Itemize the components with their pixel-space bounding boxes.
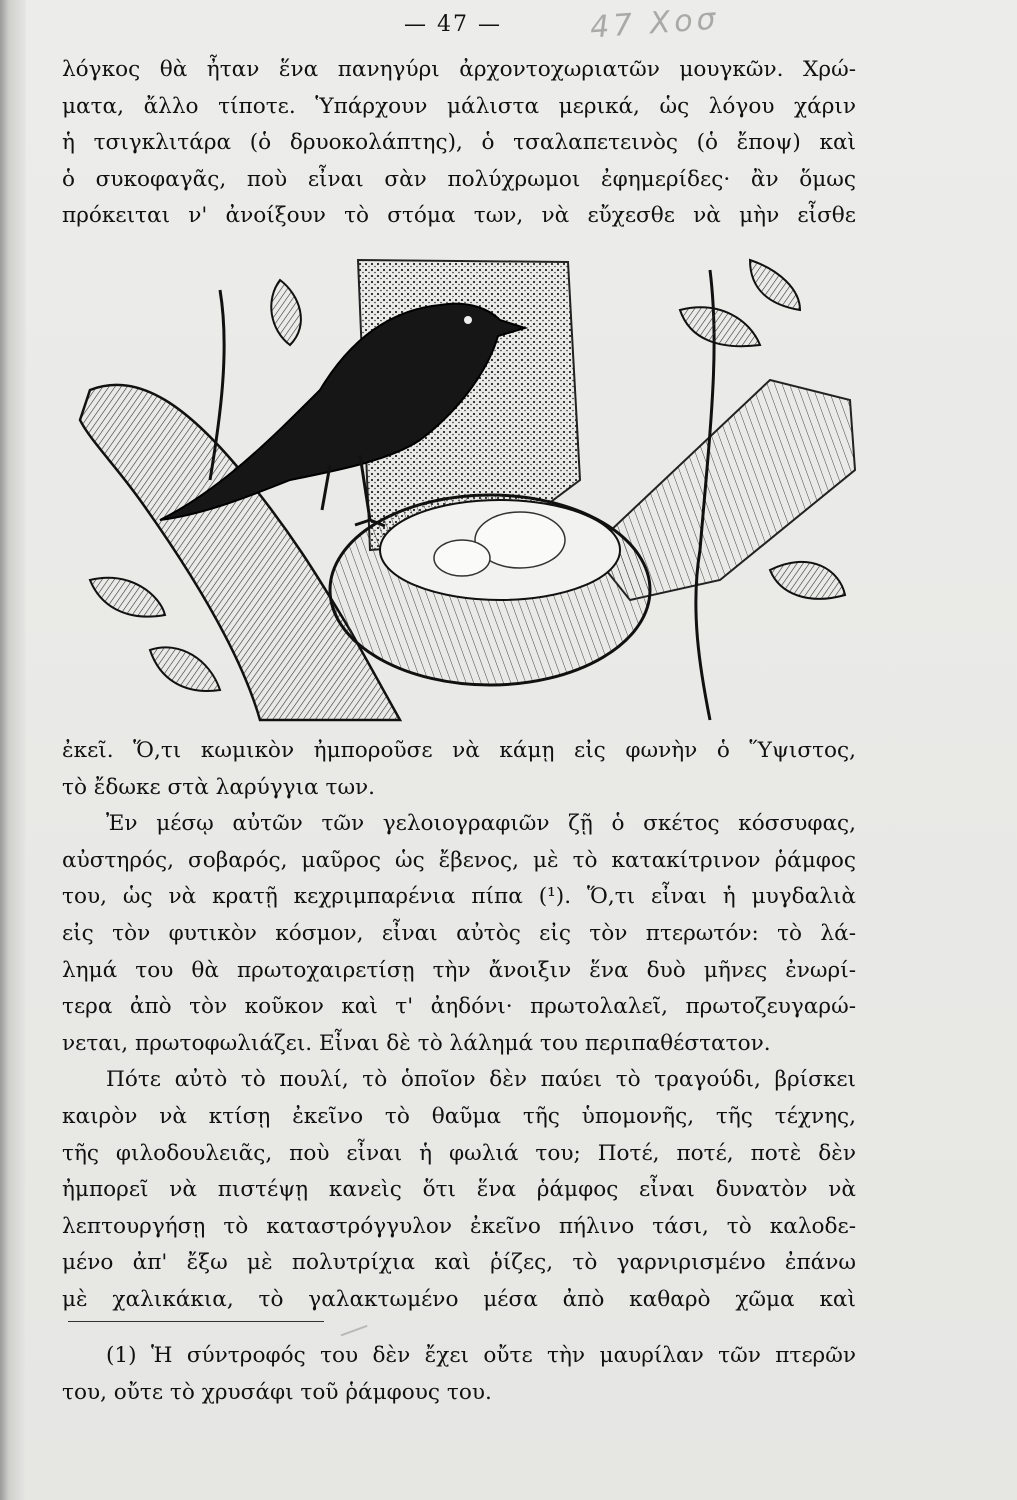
leaf xyxy=(770,562,845,599)
text-line: Πότε αὐτὸ τὸ πουλί, τὸ ὁποῖον δὲν παύει τὸ τραγούδι, βρίσκει xyxy=(106,1067,856,1093)
text-line: αὐστηρός, σοβαρός, μαῦρος ὡς ἔβενος, μὲ τὸ κατακίτρινον ῥάμφος xyxy=(62,847,856,873)
text-line: Ἐν μέσῳ αὐτῶν τῶν γελοιογραφιῶν ζῇ ὁ σκέτος κόσσυφας, xyxy=(106,811,856,837)
text-line: μὲ χαλικάκια, τὸ γαλακτωμένο μέσα ἀπὸ καθαρὸ χῶμα καὶ xyxy=(62,1286,856,1312)
bird-eye xyxy=(464,316,472,324)
page-number: — 47 — xyxy=(404,12,502,37)
text-line: λόγκος θὰ ἦταν ἕνα πανηγύρι ἀρχοντοχωριατῶν μουγκῶν. Χρώ- xyxy=(62,57,856,82)
paragraph-bottom xyxy=(62,733,856,1319)
footnote xyxy=(62,1338,856,1411)
leaf xyxy=(150,647,220,691)
text-line: καιρὸν νὰ κτίσῃ ἐκεῖνο τὸ θαῦμα τῆς ὑπομονῆς, τῆς τέχνης, xyxy=(62,1103,856,1129)
text-line: ἡ τσιγκλιτάρα (ὁ δρυοκολάπτης), ὁ τσαλαπετεινὸς (ὁ ἔποψ) καὶ xyxy=(62,130,856,156)
text-line: τῆς φιλοδουλειᾶς, ποὺ εἶναι ἡ φωλιά του; Ποτέ, ποτέ, ποτὲ δὲν xyxy=(62,1140,856,1166)
text-line: του, ὡς νὰ κρατῇ κεχριμπαρένια πίπα (¹). Ὅ,τι εἶναι ἡ μυγδαλιὰ xyxy=(62,884,856,910)
text-line: ματα, ἄλλο τίποτε. Ὑπάρχουν μάλιστα μερικά, ὡς λόγου χάριν xyxy=(62,93,856,119)
text-line: πρόκειται ν' ἀνοίξουν τὸ στόμα των, νὰ εὔχεσθε νὰ μὴν εἶσθε xyxy=(62,203,856,229)
leaf xyxy=(90,578,165,617)
handwritten-note: 47 Χοσ xyxy=(588,1,721,46)
text-line: ὁ συκοφαγᾶς, ποὺ εἶναι σὰν πολύχρωμοι ἐφημερίδες· ἂν ὅμως xyxy=(62,166,856,192)
leaf xyxy=(750,260,800,310)
footnote-rule xyxy=(68,1321,324,1322)
text-line: νεται, πρωτοφωλιάζει. Εἶναι δὲ τὸ λάλημά του περιπαθέστατον. xyxy=(62,1030,771,1056)
paragraph-top xyxy=(62,52,856,235)
text-line: τερα ἀπὸ τὸν κοῦκον καὶ τ' ἀηδόνι· πρωτολαλεῖ, πρωτοζευγαρώ- xyxy=(62,994,856,1020)
text-line: μένο ἀπ' ἔξω μὲ πολυτρίχια καὶ ῥίζες, τὸ γαρνιρισμένο ἐπάνω xyxy=(62,1250,856,1276)
text-line: ἐκεῖ. Ὅ,τι κωμικὸν ἠμποροῦσε νὰ κάμῃ εἰς φωνὴν ὁ Ὕψιστος, xyxy=(62,738,856,763)
text-line: λημά του θὰ πρωτοχαιρετίσῃ τὴν ἄνοιξιν ἕνα δυὸ μῆνες ἐνωρί- xyxy=(62,957,856,983)
text-line: τὸ ἔδωκε στὰ λαρύγγια των. xyxy=(62,774,376,800)
leaf xyxy=(680,307,760,346)
footnote-line: (1) Ἡ σύντροφός του δὲν ἔχει οὔτε τὴν μαυρίλαν τῶν πτερῶν xyxy=(106,1343,856,1368)
leaf xyxy=(271,280,301,345)
text-line: ἠμπορεῖ νὰ πιστέψῃ κανεὶς ὅτι ἕνα ῥάμφος εἶναι δυνατὸν νὰ xyxy=(62,1177,856,1203)
page-binding-edge xyxy=(0,0,26,1500)
text-line: λεπτουργήσῃ τὸ καταστρόγγυλον ἐκεῖνο πήλινο τάσι, τὸ καλοδε- xyxy=(62,1213,856,1239)
egg xyxy=(434,540,490,576)
footnote-line: του, οὔτε τὸ χρυσάφι τοῦ ῥάμφους του. xyxy=(62,1379,492,1405)
text-line: εἰς τὸν φυτικὸν κόσμον, εἶναι αὐτὸς εἰς τὸν πτερωτόν: τὸ λά- xyxy=(62,920,856,946)
blackbird-nest-illustration xyxy=(70,250,862,722)
